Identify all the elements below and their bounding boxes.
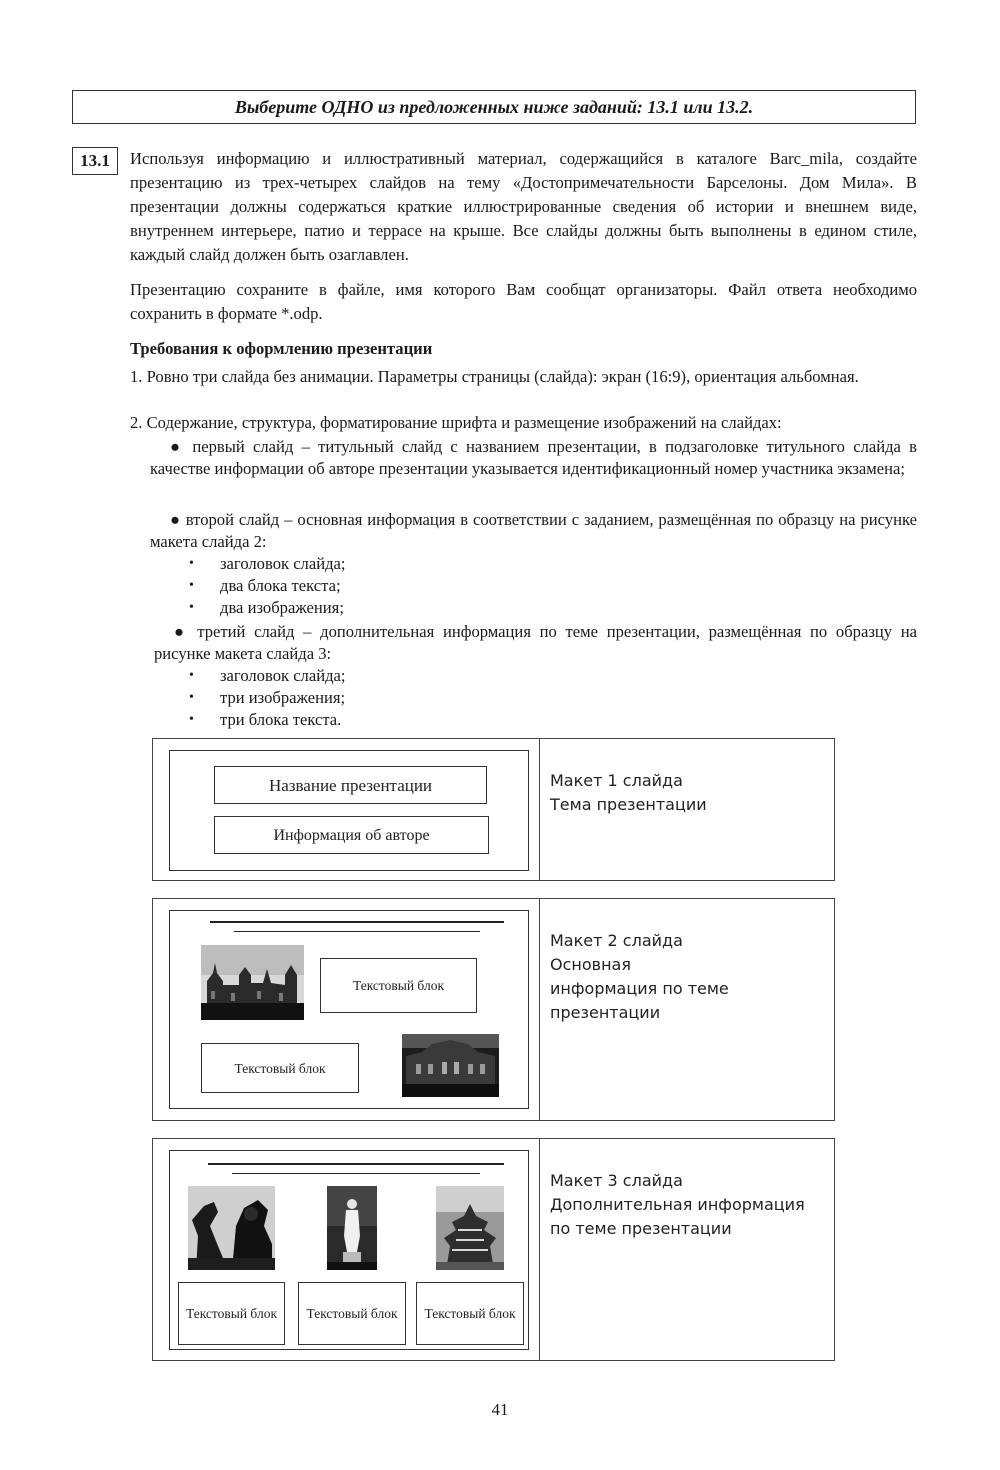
task-choice-header: Выберите ОДНО из предложенных ниже заданий: 13.1 или 13.2. <box>72 90 916 124</box>
layout-2-caption <box>550 929 830 1025</box>
text-block: Текстовый блок <box>201 1043 359 1093</box>
layout-2-frame <box>152 898 835 1121</box>
slide-title-line <box>210 921 504 923</box>
bullet-icon: • <box>189 556 194 571</box>
fountain-photo <box>436 1186 504 1270</box>
text-block: Текстовый блок <box>178 1282 285 1345</box>
statue-photo <box>327 1186 377 1270</box>
slide-title-line <box>208 1163 504 1165</box>
page-number: 41 <box>491 1400 509 1419</box>
gargoyle-photo <box>188 1186 275 1270</box>
layout-1-caption <box>550 769 830 817</box>
requirements-heading: Требования к оформлению презентации <box>130 339 433 358</box>
layout-3-caption-line: Дополнительная информация <box>550 1195 805 1214</box>
layout-divider <box>539 1139 540 1360</box>
requirement-1: 1. Ровно три слайда без анимации. Параметры страницы (слайда): экран (16:9), ориентация альбомная. <box>130 367 859 386</box>
task-paragraph-1: Используя информацию и иллюстративный материал, содержащийся в каталоге Barc_mila, создайте презентацию из трех-четырех слайдов на тему «Достопримечательности Барселоны. Дом Мила». В презентации должны содержаться краткие иллюстрированные сведения об истории и внешнем виде, внутреннем интерьере, патио и террасе на крыше. Все слайды должны быть выполнены в едином стиле, каждый слайд должен быть озаглавлен. <box>130 149 917 264</box>
layout-3-caption <box>550 1169 830 1241</box>
presentation-title-box: Название презентации <box>214 766 487 804</box>
slide-title-line <box>232 1173 480 1174</box>
slide2-item-text-blocks: два блока текста; <box>220 576 341 595</box>
layout-3-frame <box>152 1138 835 1361</box>
slide2-description: ● второй слайд – основная информация в соответствии с заданием, размещённая по образцу на рисунке макета слайда 2: <box>150 510 917 551</box>
text-block: Текстовый блок <box>416 1282 524 1345</box>
slide1-description: ● первый слайд – титульный слайд с названием презентации, в подзаголовке титульного слайда в качестве информации об авторе презентации указывается идентификационный номер участника экзамена; <box>150 437 917 478</box>
slide3-item-text-blocks: три блока текста. <box>220 710 342 729</box>
task-paragraph-2: Презентацию сохраните в файле, имя которого Вам сообщат организаторы. Файл ответа необходимо сохранить в формате *.odp. <box>130 280 917 323</box>
layout-2-caption-line: презентации <box>550 1003 661 1022</box>
text-block: Текстовый блок <box>320 958 477 1013</box>
slide2-item-title: заголовок слайда; <box>220 554 346 573</box>
requirement-2: 2. Содержание, структура, форматирование шрифта и размещение изображений на слайдах: <box>130 413 782 432</box>
bullet-icon: • <box>189 668 194 683</box>
slide-2-mockup <box>169 910 529 1109</box>
layout-1-caption-title: Макет 1 слайда <box>550 771 683 790</box>
layout-1-frame <box>152 738 835 881</box>
cathedral-photo <box>201 945 304 1020</box>
layout-3-caption-line: по теме презентации <box>550 1219 732 1238</box>
slide-title-line <box>234 931 480 932</box>
slide2-item-images: два изображения; <box>220 598 344 617</box>
palace-photo <box>402 1034 499 1097</box>
slide3-item-images: три изображения; <box>220 688 346 707</box>
layout-2-caption-line: информация по теме <box>550 979 729 998</box>
bullet-icon: • <box>189 600 194 615</box>
layout-2-caption-title: Макет 2 слайда <box>550 931 683 950</box>
layout-divider <box>539 899 540 1120</box>
text-block: Текстовый блок <box>298 1282 406 1345</box>
author-info-box: Информация об авторе <box>214 816 489 854</box>
layout-2-caption-line: Основная <box>550 955 631 974</box>
bullet-icon: • <box>189 712 194 727</box>
bullet-icon: • <box>189 690 194 705</box>
layout-divider <box>539 739 540 880</box>
slide-1-mockup <box>169 750 529 871</box>
bullet-icon: • <box>189 578 194 593</box>
task-number-badge: 13.1 <box>72 147 118 175</box>
slide-3-mockup <box>169 1150 529 1350</box>
slide3-item-title: заголовок слайда; <box>220 666 346 685</box>
slide3-description: ● третий слайд – дополнительная информация по теме презентации, размещённая по образцу на рисунке макета слайда 3: <box>154 622 917 663</box>
layout-3-caption-title: Макет 3 слайда <box>550 1171 683 1190</box>
layout-1-caption-subtitle: Тема презентации <box>550 795 707 814</box>
